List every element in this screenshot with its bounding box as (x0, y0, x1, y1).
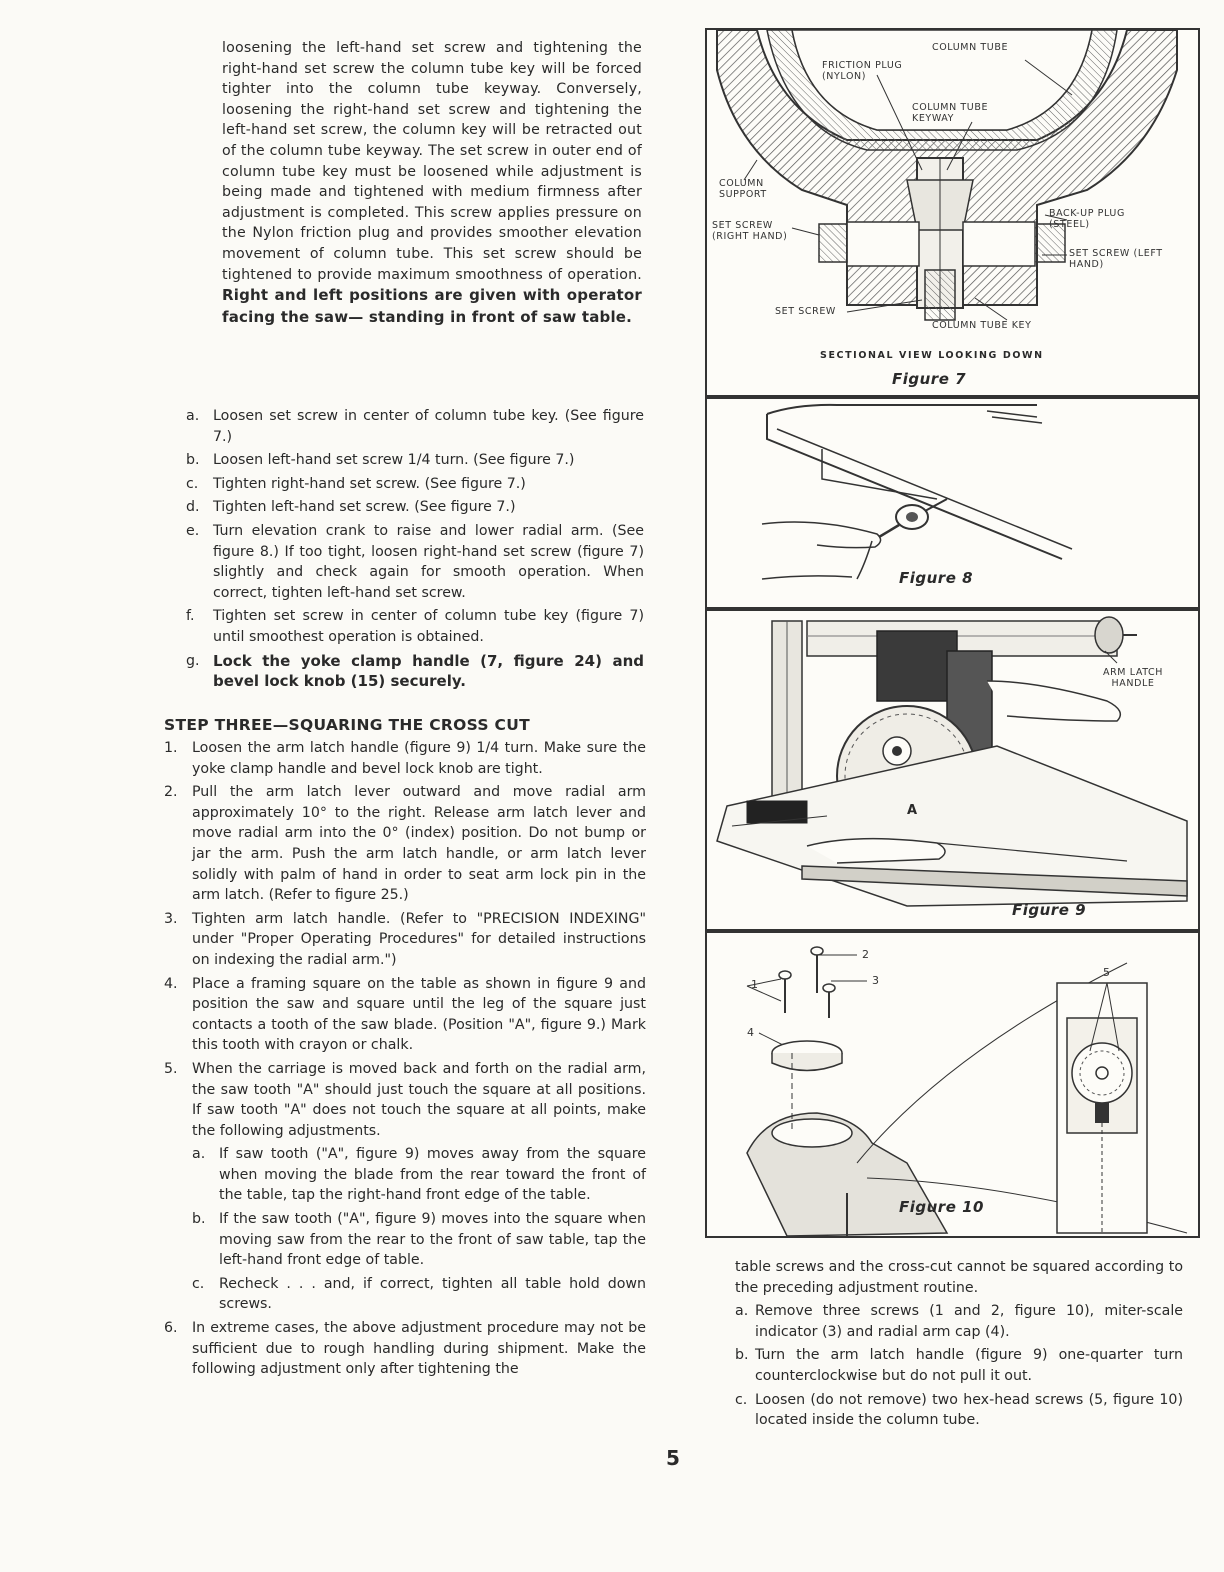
label-set-screw: SET SCREW (775, 306, 836, 317)
list-item: a. Remove three screws (1 and 2, figure 10), miter-scale indicator (3) and radial arm cap (4). (735, 1303, 1183, 1340)
sub-step-list (192, 1144, 646, 1315)
callout-3: 3 (872, 974, 880, 987)
label-keyway: COLUMN TUBE KEYWAY (912, 102, 989, 124)
list-item: f. Tighten set screw in center of column tube key (figure 7) until smoothest operation is obtained. (186, 608, 644, 645)
continuation-paragraph: table screws and the cross-cut cannot be squared according to the preceding adjustment routine. (735, 1259, 1183, 1296)
figure-10-title: Figure 10 (899, 1198, 984, 1216)
list-item: a. Loosen set screw in center of column tube key. (See figure 7.) (186, 408, 644, 445)
marker-a: A (907, 803, 918, 818)
label-set-screw-left: SET SCREW (LEFT HAND) (1069, 248, 1163, 270)
list-item: 4. Place a framing square on the table as shown in figure 9 and position the saw and square until the leg of the square just contacts a tooth of the saw blade. (Position "A", figure 9.) Mark this tooth with crayon or chalk. (164, 975, 646, 1054)
figure-8 (705, 397, 1200, 609)
list-item: b. Turn the arm latch handle (figure 9) one-quarter turn counterclockwise but do not pull it out. (735, 1347, 1183, 1384)
figure-8-title: Figure 8 (899, 569, 974, 587)
list-item: c. Tighten right-hand set screw. (See figure 7.) (186, 475, 526, 492)
right-column-text (735, 1257, 1183, 1434)
figure-9 (705, 609, 1200, 931)
callout-2: 2 (862, 948, 870, 961)
step-three-list (164, 738, 646, 1383)
step-two-list (186, 406, 644, 695)
radial-arm-cap-drawing (707, 933, 1198, 1236)
list-item: b. Loosen left-hand set screw 1/4 turn. (See figure 7.) (186, 452, 575, 469)
page-number: 5 (666, 1446, 680, 1470)
list-item: d. Tighten left-hand set screw. (See figure 7.) (186, 499, 516, 516)
list-item: c. Loosen (do not remove) two hex-head screws (5, figure 10) located inside the column tube. (735, 1391, 1183, 1429)
label-column-tube-key: COLUMN TUBE KEY (932, 320, 1032, 331)
figure-9-title: Figure 9 (1012, 901, 1087, 919)
figure-7 (705, 28, 1200, 397)
label-column-tube: COLUMN TUBE (932, 42, 1009, 53)
figure-7-caption: SECTIONAL VIEW LOOKING DOWN (820, 350, 1044, 361)
label-arm-latch-handle: ARM LATCH HANDLE (1103, 667, 1164, 689)
list-item: e. Turn elevation crank to raise and lower radial arm. (See figure 8.) If too tight, loosen right-hand set screw (figure 7) slightly and check again for smooth operation. When correct, tighten left-hand set screw. (186, 522, 644, 601)
list-item: b. If the saw tooth ("A", figure 9) moves into the square when moving saw from the rear to the front of saw table, tap the left-hand front edge of table. (192, 1211, 646, 1269)
lead-text: loosening the left-hand set screw and tightening the right-hand set screw the column tube key will be forced tighter into the column tube keyway. Conversely, loosening the right-hand set screw and tightening the left-hand set screw, the column key will be retracted out of the column tube keyway. The set screw in outer end of column tube key must be loosened while adjustment is being made and tightened with medium firmness after adjustment is completed. This screw applies pressure on the Nylon friction plug and provides smoother elevation movement of column tube. This set screw should be tightened to provide maximum smoothness of operation. (222, 40, 642, 283)
lead-bold-note: Right and left positions are given with operator facing the saw— standing in front of saw table. (222, 286, 642, 326)
list-item: 2. Pull the arm latch lever outward and move radial arm approximately 10° to the right. Release arm latch lever and move radial arm into the 0° (index) position. Do not bump or jar the arm. Push the arm latch handle, or arm latch lever solidly with palm of hand in order to seat arm lock pin in the arm latch. (Refer to figure 25.) (164, 784, 646, 904)
list-item: a. If saw tooth ("A", figure 9) moves away from the square when moving the blade from the rear toward the front of the table, tap the right-hand front edge of the table. (192, 1146, 646, 1204)
figure-7-title: Figure 7 (892, 370, 967, 388)
list-item: 6. In extreme cases, the above adjustment procedure may not be sufficient due to rough handling during shipment. Make the following adjustment only after tightening the (164, 1320, 646, 1378)
label-backup-plug: BACK-UP PLUG (STEEL) (1049, 208, 1125, 230)
section-heading: STEP THREE—SQUARING THE CROSS CUT (164, 716, 530, 734)
label-column-support: COLUMN SUPPORT (719, 178, 767, 200)
list-item: g. Lock the yoke clamp handle (7, figure 24) and bevel lock knob (15) securely. (186, 651, 644, 691)
callout-1: 1 (751, 978, 759, 991)
figure-10 (705, 931, 1200, 1238)
list-item: 5. When the carriage is moved back and forth on the radial arm, the saw tooth "A" should just touch the square at all positions. If saw tooth "A" does not touch the square at all points, make the following adjustments. (164, 1060, 646, 1139)
callout-4: 4 (747, 1026, 755, 1039)
label-friction-plug: FRICTION PLUG (NYLON) (822, 60, 903, 82)
list-item: 3. Tighten arm latch handle. (Refer to "PRECISION INDEXING" under "Proper Operating Procedures" for detailed instructions on indexing the radial arm.") (164, 910, 646, 968)
label-set-screw-right: SET SCREW (RIGHT HAND) (712, 220, 788, 242)
lead-paragraph (222, 38, 642, 328)
list-item: 1. Loosen the arm latch handle (figure 9) 1/4 turn. Make sure the yoke clamp handle and bevel lock knob are tight. (164, 740, 646, 777)
callout-5: 5 (1103, 966, 1111, 979)
squaring-cross-cut-drawing (707, 611, 1198, 929)
list-item: c. Recheck . . . and, if correct, tighten all table hold down screws. (192, 1275, 646, 1313)
